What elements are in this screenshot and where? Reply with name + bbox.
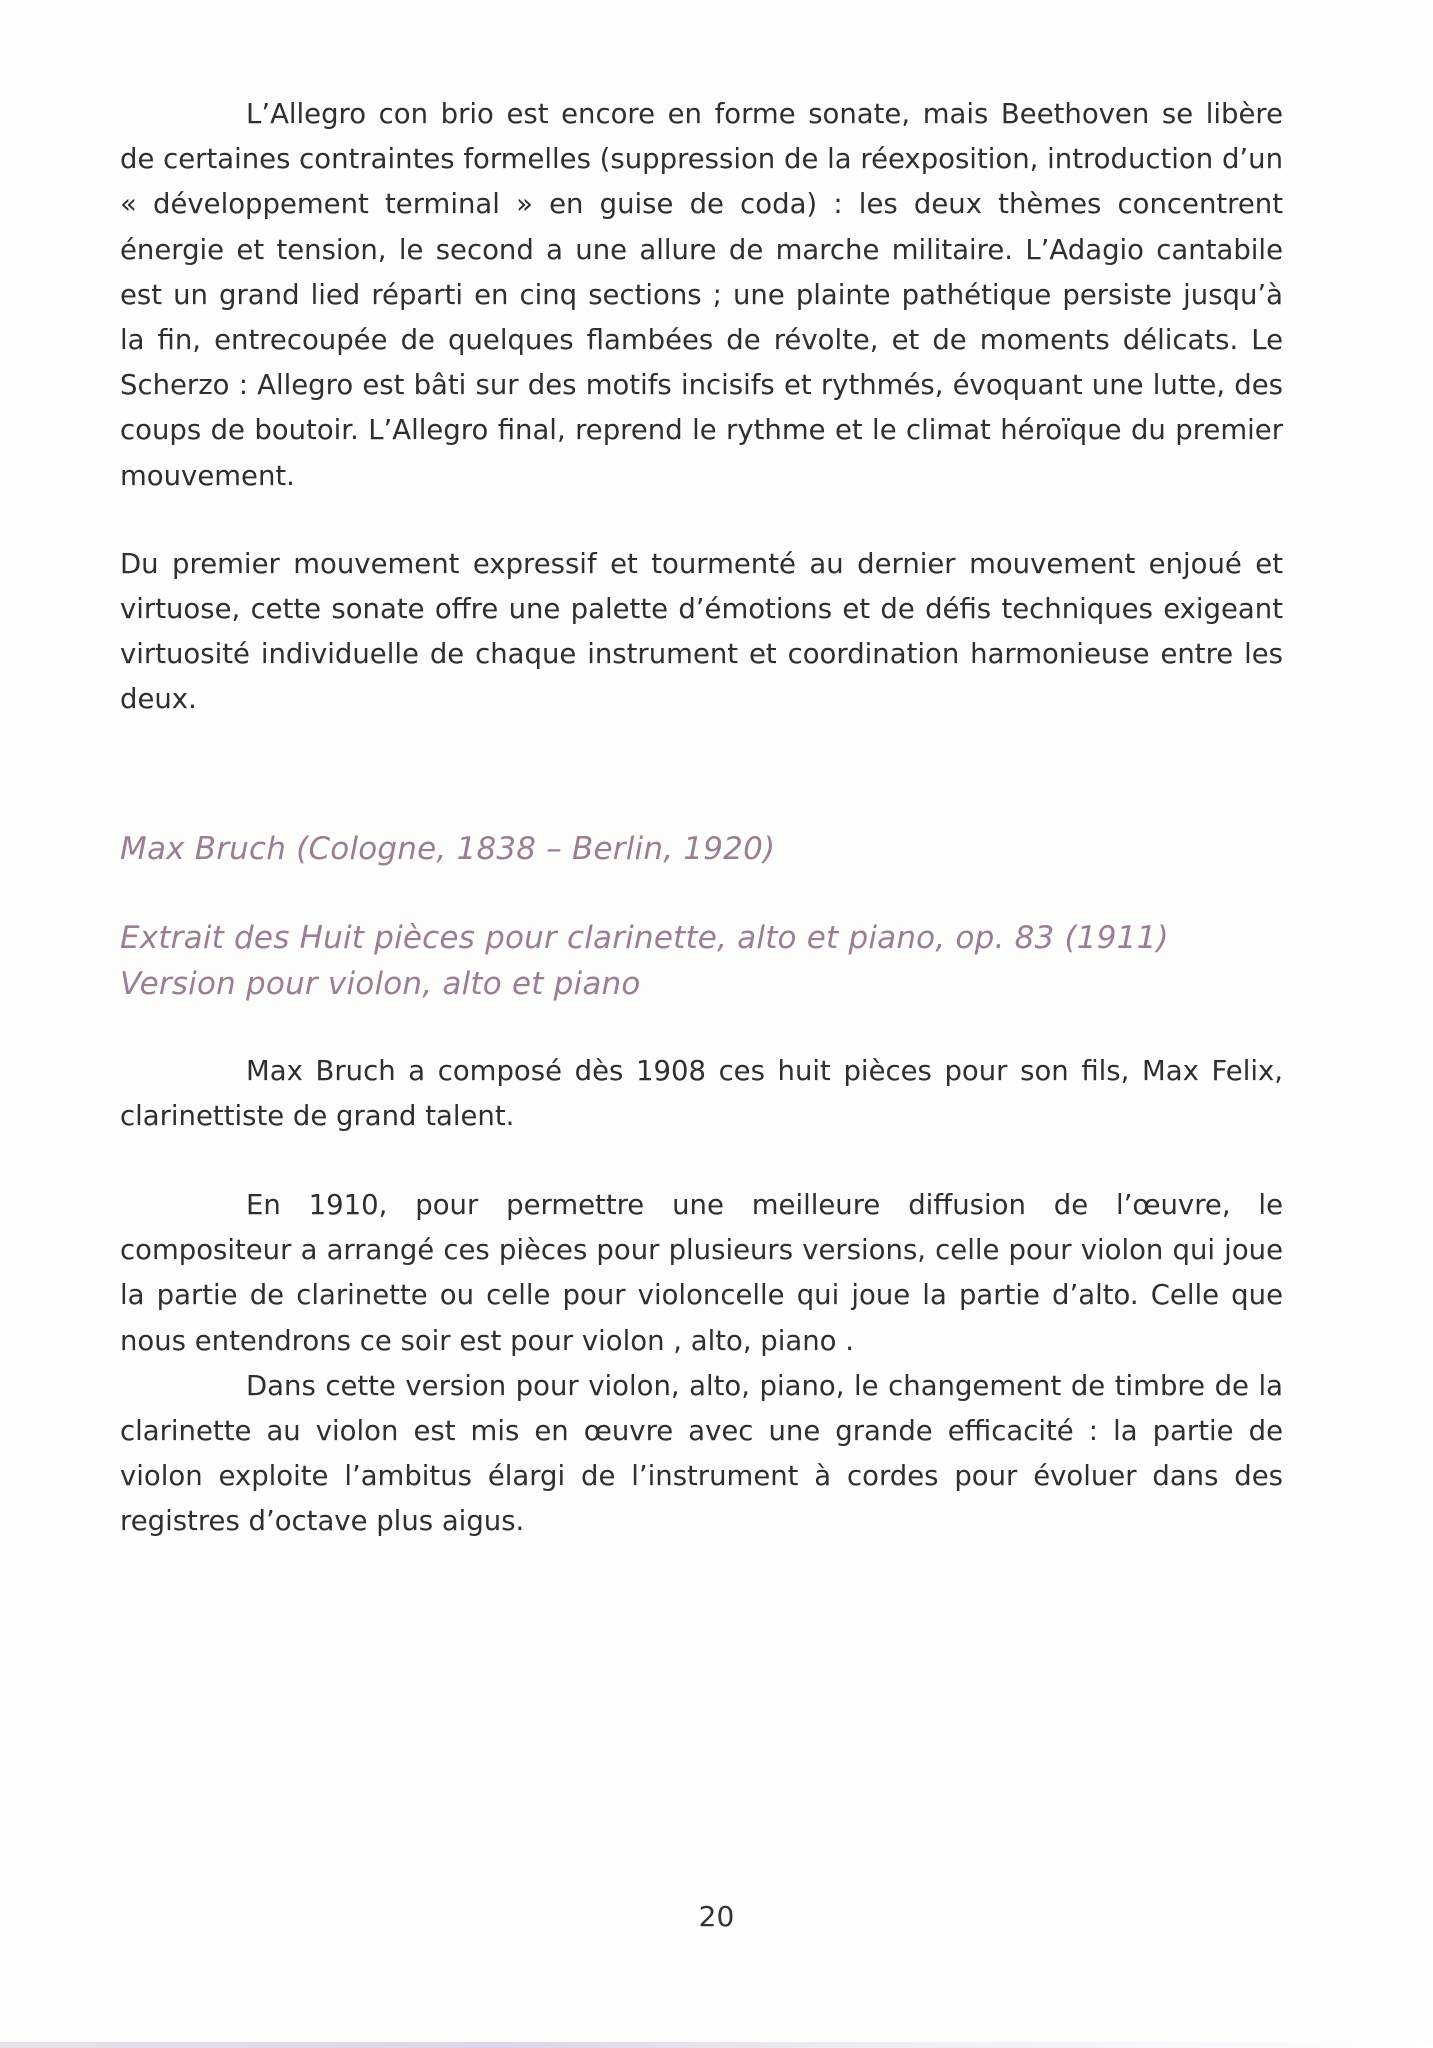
paragraph-bruch-intro: Max Bruch a composé dès 1908 ces huit pièces pour son fils, Max Felix, clarinettiste de grand talent. xyxy=(120,1054,1283,1132)
paragraph-beethoven-movements: L’Allegro con brio est encore en forme sonate, mais Beethoven se libère de certaines contraintes formelles (suppression de la réexposition, introduction d’un « développement terminal » en guise de coda) : les deux thèmes concentrent énergie et tension, le second a une allure de marche militaire. L’Adagio cantabile est un grand lied réparti en cinq sections ; une plainte pathétique persiste jusqu’à la fin, entrecoupée de quelques flambées de révolte, et de moments délicats. Le Scherzo : Allegro est bâti sur des motifs incisifs et rythmés, évoquant une lutte, des coups de boutoir. L’Allegro final, reprend le rythme et le climat héroïque du premier mouvement. xyxy=(120,98,1283,492)
composer-heading: Max Bruch (Cologne, 1838 – Berlin, 1920) xyxy=(120,830,776,867)
paragraph-bruch-versions: En 1910, pour permettre une meilleure diffusion de l’œuvre, le compositeur a arrangé ces pièces pour plusieurs versions, celle pour violon qui joue la partie de clarinette ou celle pour violoncelle qui joue la partie d’alto. Celle que nous entendrons ce soir est pour violon , alto, piano . xyxy=(120,1189,1283,1357)
page-number: 20 xyxy=(698,1900,735,1933)
work-title-line-1: Extrait des Huit pièces pour clarinette, alto et piano, op. 83 (1911) xyxy=(120,919,1169,956)
paragraph-beethoven-summary: Du premier mouvement expressif et tourmenté au dernier mouvement enjoué et virtuose, cette sonate offre une palette d’émotions et de défis techniques exigeant virtuosité individuelle de chaque instrument et coordination harmonieuse entre les deux. xyxy=(120,547,1283,716)
work-title-line-2: Version pour violon, alto et piano xyxy=(120,965,641,1002)
work-title xyxy=(120,915,1283,1007)
bottom-edge-line xyxy=(0,2042,1433,2048)
paragraph-bruch-violin-version: Dans cette version pour violon, alto, piano, le changement de timbre de la clarinette au violon est mis en œuvre avec une grande efficacité : la partie de violon exploite l’ambitus élargi de l’instrument à cordes pour évoluer dans des registres d’octave plus aigus. xyxy=(120,1369,1283,1538)
page-content xyxy=(120,92,1283,1545)
